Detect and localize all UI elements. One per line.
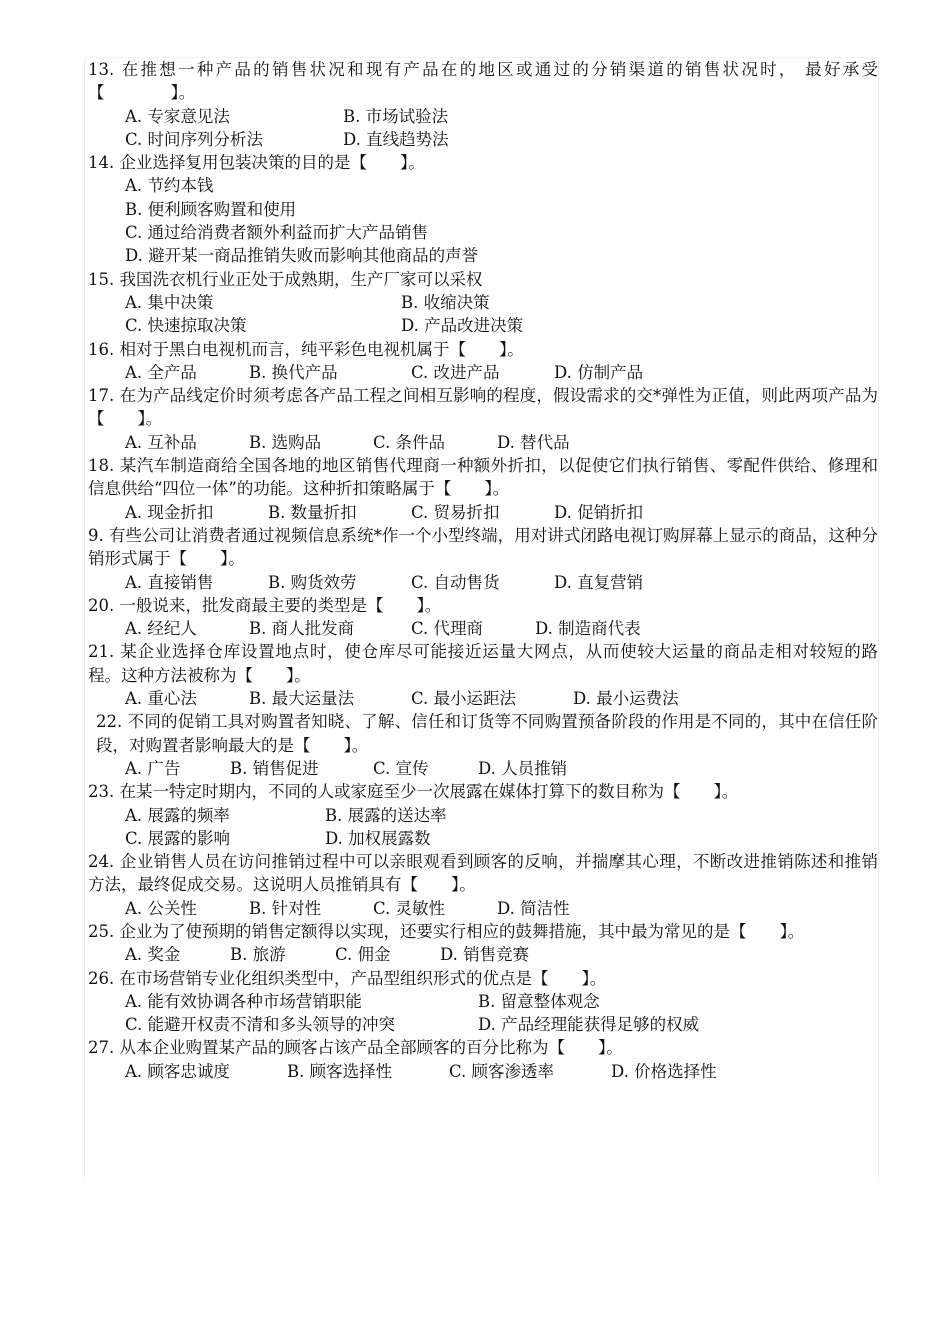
option-row (88, 314, 878, 337)
option: A. 专家意见法 (125, 106, 230, 126)
option-row (88, 361, 878, 384)
option: D. 避开某一商品推销失败而影响其他商品的声誉 (125, 246, 479, 266)
option-row (88, 105, 878, 128)
option: A. 重心法 (125, 689, 197, 709)
option: D. 价格选择性 (611, 1061, 717, 1081)
option-row (88, 827, 878, 850)
question (88, 454, 878, 524)
option: D. 最小运费法 (573, 689, 679, 709)
option-row (88, 431, 878, 454)
option-row (88, 897, 878, 920)
option: C. 贸易折扣 (411, 502, 500, 522)
question-stem: 22. 不同的促销工具对购置者知晓、了解、信任和订货等不同购置预备阶段的作用是不同的，其中在信任阶段，对购置者影响最大的是【 】。 (96, 712, 878, 755)
question-stem: 25. 企业为了使预期的销售定额得以实现，还要实行相应的鼓舞措施，其中最为常见的是【 】。 (88, 921, 805, 941)
option-row (88, 501, 878, 524)
option: A. 奖金 (125, 945, 181, 965)
option: A. 现金折扣 (125, 502, 214, 522)
option: C. 快速掠取决策 (125, 316, 247, 336)
option: D. 简洁性 (497, 898, 570, 918)
option: C. 佣金 (335, 945, 391, 965)
question (88, 850, 878, 920)
option: D. 替代品 (497, 432, 570, 452)
option: A. 集中决策 (125, 292, 214, 312)
option: C. 代理商 (411, 619, 484, 639)
option: B. 销售促进 (230, 758, 319, 778)
option: A. 能有效协调各种市场营销职能 (125, 991, 362, 1011)
option-row (88, 687, 878, 710)
option: C. 时间序列分析法 (125, 129, 264, 149)
option: D. 制造商代表 (535, 619, 641, 639)
option: A. 全产品 (125, 362, 197, 382)
option-row (88, 1060, 878, 1083)
question-stem: 21. 某企业选择仓库设置地点时，使仓库尽可能接近运量大网点，从而使较大运量的商品走相对较短的路程。这种方法被称为【 】。 (88, 642, 878, 685)
option: A. 公关性 (125, 898, 197, 918)
option: D. 销售竞赛 (440, 945, 530, 965)
option: A. 展露的频率 (125, 805, 230, 825)
option: C. 条件品 (373, 432, 446, 452)
option: A. 广告 (125, 758, 181, 778)
option: C. 灵敏性 (373, 898, 446, 918)
option: B. 选购品 (249, 432, 322, 452)
option: D. 直复营销 (554, 572, 644, 592)
question (88, 594, 878, 641)
question-stem: 16. 相对于黑白电视机而言，纯平彩色电视机属于【 】。 (88, 339, 524, 359)
option: A. 经纪人 (125, 619, 197, 639)
option-row (88, 617, 878, 640)
option: B. 数量折扣 (268, 502, 357, 522)
option: B. 顾客选择性 (287, 1061, 393, 1081)
option: A. 直接销售 (125, 572, 214, 592)
option: C. 最小运距法 (411, 689, 517, 709)
option: C. 宣传 (373, 758, 429, 778)
option: D. 加权展露数 (325, 828, 431, 848)
option: B. 换代产品 (249, 362, 338, 382)
option: A. 顾客忠诚度 (125, 1061, 230, 1081)
question (88, 710, 878, 780)
option: B. 留意整体观念 (478, 991, 600, 1011)
question-stem: 27. 从本企业购置某产品的顾客占该产品全部顾客的百分比称为【 】。 (88, 1038, 623, 1058)
question-stem: 15. 我国洗衣机行业正处于成熟期，生产厂家可以采权 (88, 269, 483, 289)
question (88, 151, 878, 267)
option: C. 能避开权责不清和多头领导的冲突 (125, 1015, 396, 1035)
option: B. 最大运量法 (249, 689, 355, 709)
question-stem: 14. 企业选择复用包装决策的目的是【 】。 (88, 153, 425, 173)
option-row (88, 804, 878, 827)
question-stem: 26. 在市场营销专业化组织类型中，产品型组织形式的优点是【 】。 (88, 968, 607, 988)
question-stem: 18. 某汽车制造商给全国各地的地区销售代理商一种额外折扣，以促使它们执行销售、零配件供给、修理和信息供给“四位一体”的功能。这种折扣策略属于【 】。 (88, 456, 878, 499)
question (88, 920, 878, 967)
option: B. 旅游 (230, 945, 286, 965)
question-stem: 20. 一般说来，批发商最主要的类型是【 】。 (88, 595, 442, 615)
question-stem: 13. 在推想一种产品的销售状况和现有产品在的地区或通过的分销渠道的销售状况时， 最好承受【 】。 (88, 60, 878, 103)
question (88, 268, 878, 338)
option: B. 市场试验法 (343, 106, 449, 126)
question (88, 780, 878, 850)
question (88, 640, 878, 710)
option: B. 商人批发商 (249, 619, 355, 639)
option: B. 展露的送达率 (325, 805, 447, 825)
option: B. 购货效劳 (268, 572, 357, 592)
option-row (88, 291, 878, 314)
option: D. 仿制产品 (554, 362, 644, 382)
option: C. 通过给消费者额外利益而扩大产品销售 (125, 223, 429, 243)
option: A. 节约本钱 (125, 176, 214, 196)
option: B. 针对性 (249, 898, 322, 918)
option: D. 产品改进决策 (401, 316, 524, 336)
option: C. 展露的影响 (125, 828, 231, 848)
option: A. 互补品 (125, 432, 197, 452)
question-stem: 24. 企业销售人员在访问推销过程中可以亲眼观看到顾客的反响，并揣摩其心理，不断改进推销陈述和推销方法，最终促成交易。这说明人员推销具有【 】。 (88, 852, 878, 895)
option-row (88, 571, 878, 594)
question (88, 1036, 878, 1083)
option: B. 便利顾客购置和使用 (125, 199, 297, 219)
option: C. 改进产品 (411, 362, 500, 382)
option: D. 直线趋势法 (343, 129, 449, 149)
question (88, 967, 878, 1037)
option-row (88, 1013, 878, 1036)
option: C. 自动售货 (411, 572, 500, 592)
option: B. 收缩决策 (401, 292, 490, 312)
option-row (88, 990, 878, 1013)
question-list (88, 58, 878, 1083)
question (88, 338, 878, 385)
option: D. 促销折扣 (554, 502, 644, 522)
option-row (88, 128, 878, 151)
question (88, 58, 878, 151)
question-stem: 23. 在某一特定时期内，不同的人或家庭至少一次展露在媒体打算下的数目称为【 】。 (88, 782, 739, 802)
option: C. 顾客渗透率 (449, 1061, 555, 1081)
question (88, 524, 878, 594)
question (88, 384, 878, 454)
option-row (88, 943, 878, 966)
question-stem: 17. 在为产品线定价时须考虑各产品工程之间相互影响的程度，假设需求的交*弹性为正值，则此两项产品为【 】。 (88, 386, 878, 429)
option-row (88, 757, 878, 780)
option: D. 人员推销 (478, 758, 568, 778)
option: D. 产品经理能获得足够的权威 (478, 1015, 700, 1035)
question-stem: 9. 有些公司让消费者通过视频信息系统*作一个小型终端，用对讲式闭路电视订购屏幕上显示的商品，这种分销形式属于【 】。 (88, 525, 878, 569)
